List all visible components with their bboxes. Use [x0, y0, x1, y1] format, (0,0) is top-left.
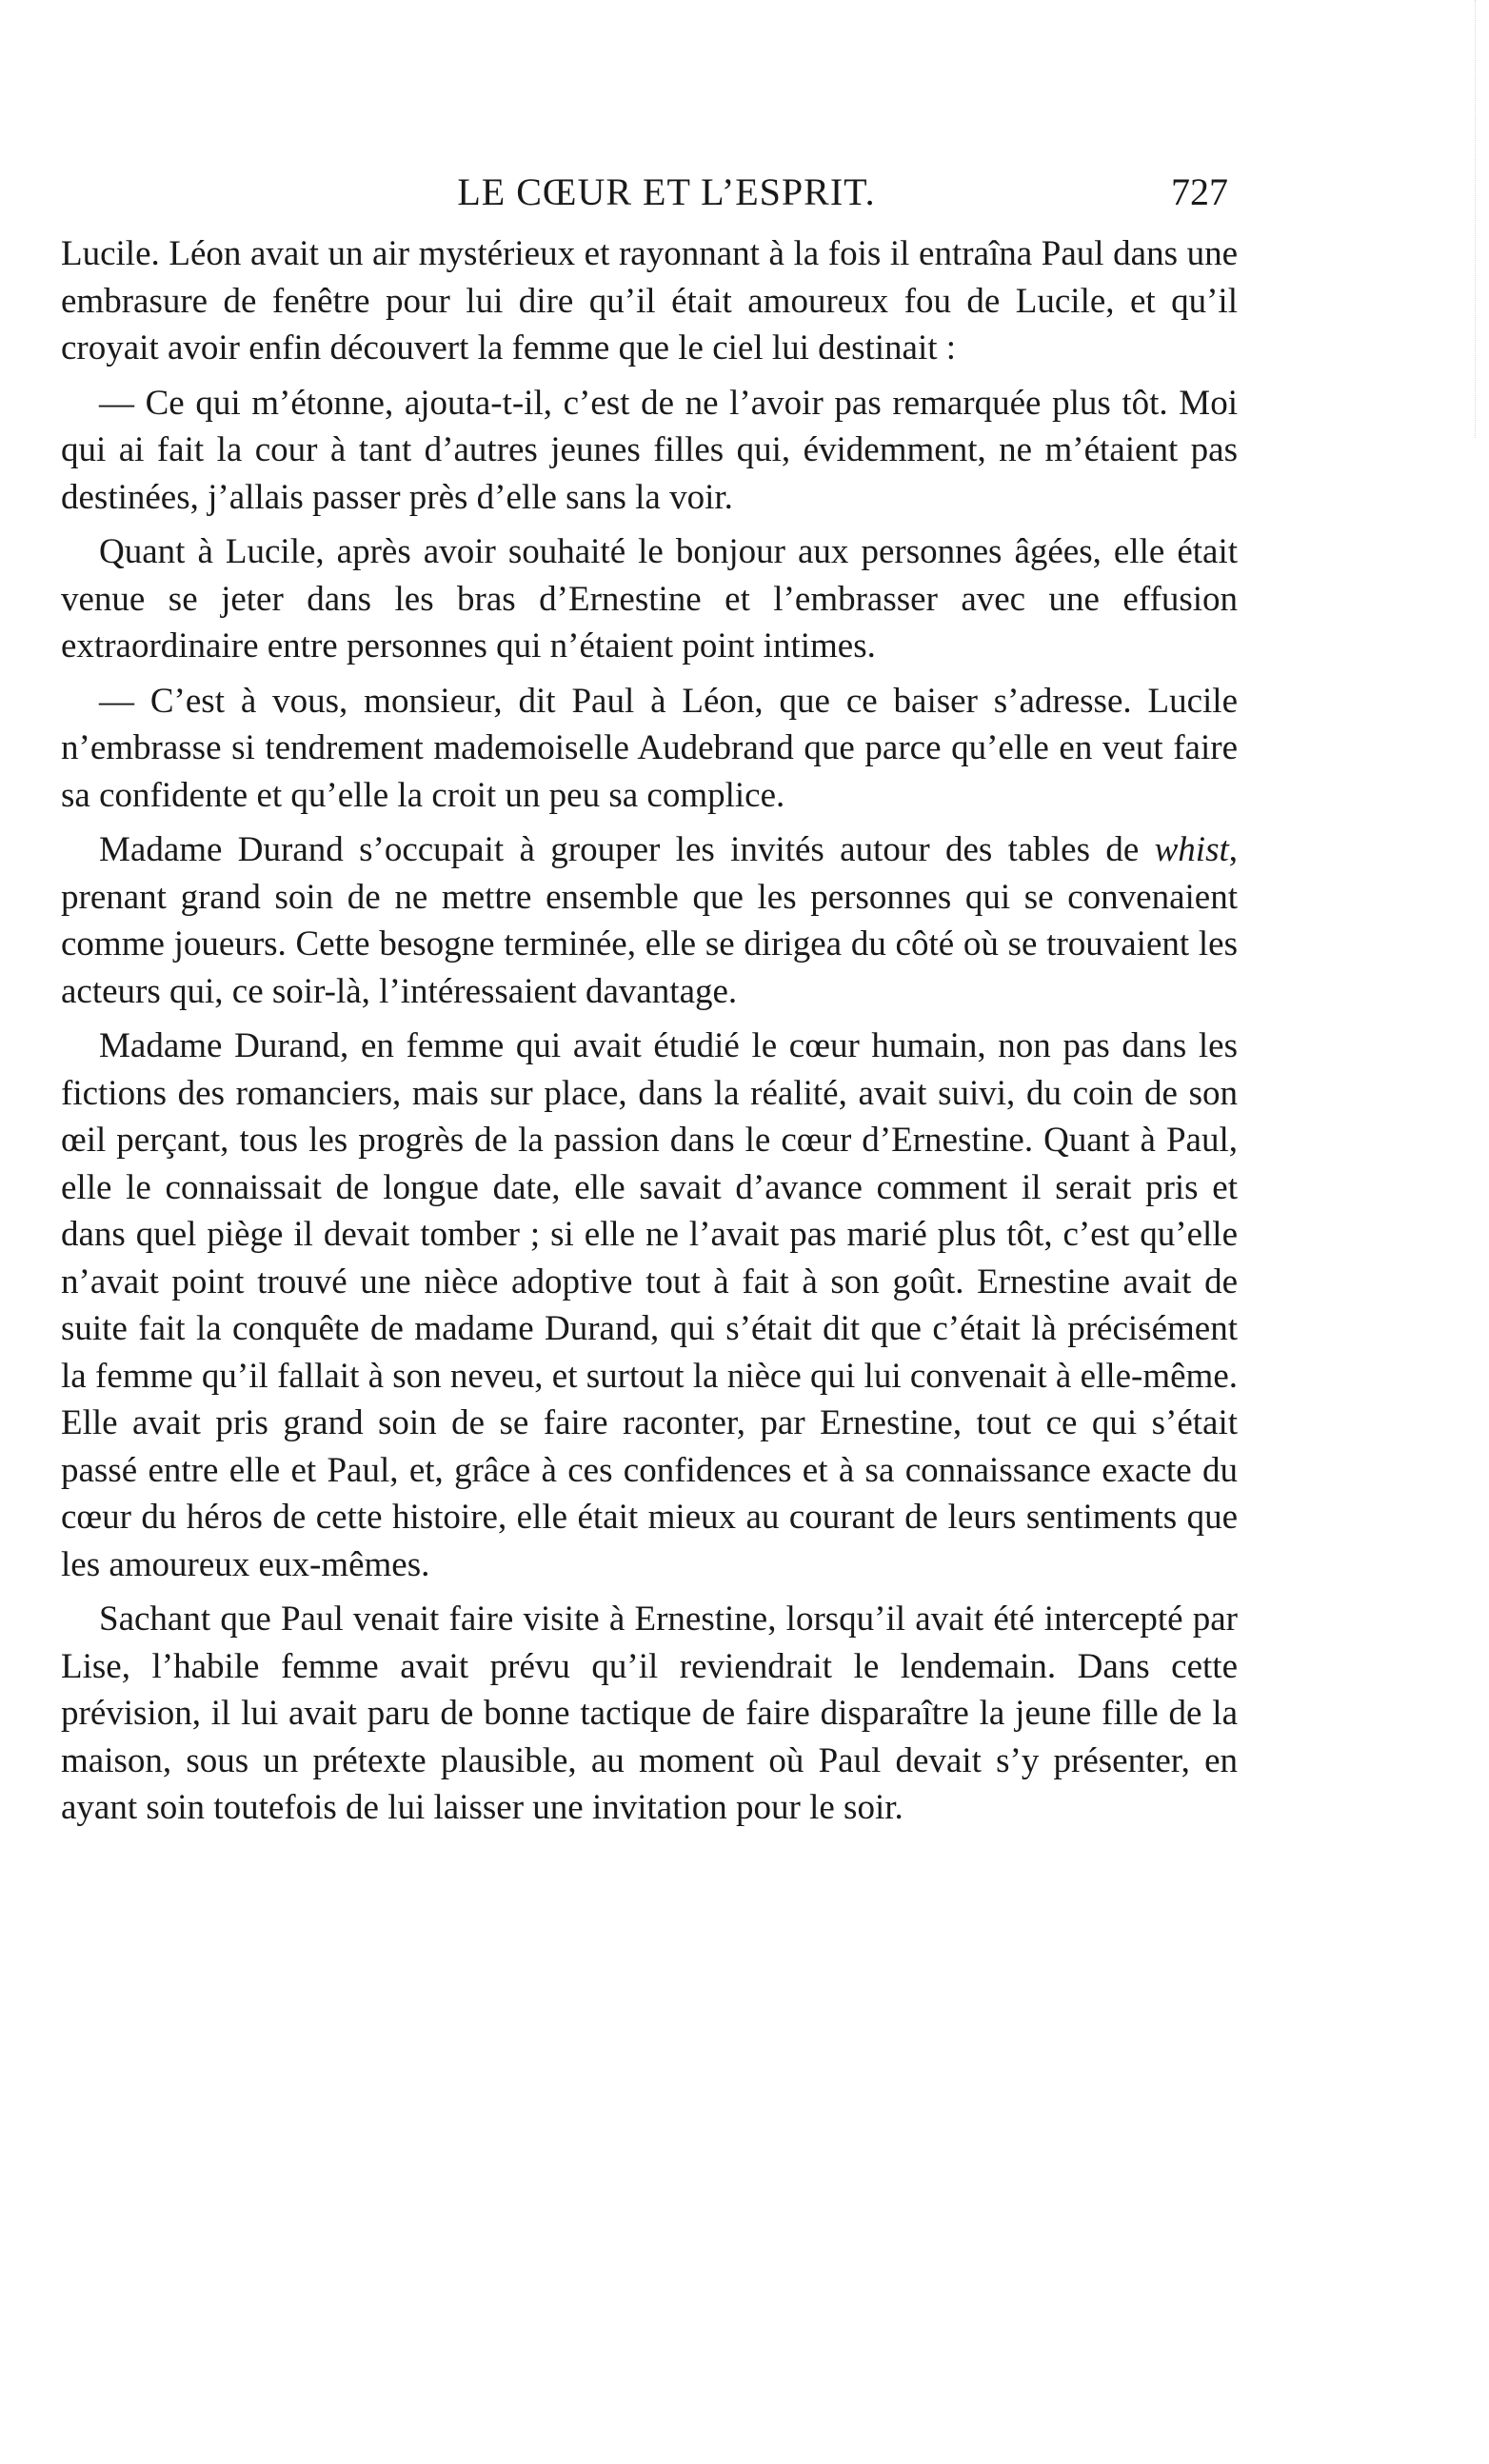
scan-edge-mark	[1475, 0, 1485, 438]
page-number: 727	[1171, 170, 1228, 213]
body-text	[61, 230, 1238, 1832]
paragraph-5: Madame Durand s’occupait à grouper les invités autour des tables de whist, prenant grand soin de ne mettre ensemble que les personnes qui se convenaient comme joueurs. Cette besogne terminée, elle se dirigea du côté où se trouvaient les acteurs qui, ce soir-là, l’intéressaient davantage.	[61, 830, 1238, 1011]
paragraph-6: Madame Durand, en femme qui avait étudié le cœur humain, non pas dans les fictions des romanciers, mais sur place, dans la réalité, avait suivi, du coin de son œil perçant, tous les progrès de la passion dans le cœur d’Ernestine. Quant à Paul, elle le connaissait de longue date, elle savait d’avance comment il serait pris et dans quel piège il devait tomber ; si elle ne l’avait pas marié plus tôt, c’est qu’elle n’avait point trouvé une nièce adoptive tout à fait à son goût. Ernestine avait de suite fait la conquête de madame Durand, qui s’était dit que c’était là précisément la femme qu’il fallait à son neveu, et surtout la nièce qui lui convenait à elle-même. Elle avait pris grand soin de se faire raconter, par Ernestine, tout ce qui s’était passé entre elle et Paul, et, grâce à ces confidences et à sa connaissance exacte du cœur du héros de cette histoire, elle était mieux au courant de leurs sentiments que les amoureux eux-mêmes.	[61, 1026, 1238, 1584]
paragraph-3: Quant à Lucile, après avoir souhaité le bonjour aux personnes âgées, elle était venue se jeter dans les bras d’Ernestine et l’embrasser avec une effusion extraordinaire entre personnes qui n’étaient point intimes.	[61, 532, 1238, 666]
running-head	[57, 164, 1228, 221]
paragraph-7: Sachant que Paul venait faire visite à Ernestine, lorsqu’il avait été intercepté par Lise, l’habile femme avait prévu qu’il reviendrait le lendemain. Dans cette prévision, il lui avait paru de bonne tactique de faire disparaître la jeune fille de la maison, sous un prétexte plausible, au moment où Paul devait s’y présenter, en ayant soin toutefois de lui laisser une invitation pour le soir.	[61, 1600, 1238, 1827]
running-title: LE CŒUR ET L’ESPRIT.	[457, 170, 876, 213]
paragraph-4: — C’est à vous, monsieur, dit Paul à Léon, que ce baiser s’adresse. Lucile n’embrasse si tendrement mademoiselle Audebrand que parce qu’elle en veut faire sa confidente et qu’elle la croit un peu sa complice.	[61, 681, 1238, 815]
paragraph-2: — Ce qui m’étonne, ajouta-t-il, c’est de ne l’avoir pas remarquée plus tôt. Moi qui ai fait la cour à tant d’autres jeunes filles qui, évidemment, ne m’étaient pas destinées, j’allais passer près d’elle sans la voir.	[61, 383, 1238, 517]
italic-word: whist	[1154, 830, 1229, 869]
paragraph-1: Lucile. Léon avait un air mystérieux et rayonnant à la fois il entraîna Paul dans une embrasure de fenêtre pour lui dire qu’il était amoureux fou de Lucile, et qu’il croyait avoir enfin découvert la femme que le ciel lui destinait :	[61, 234, 1238, 368]
